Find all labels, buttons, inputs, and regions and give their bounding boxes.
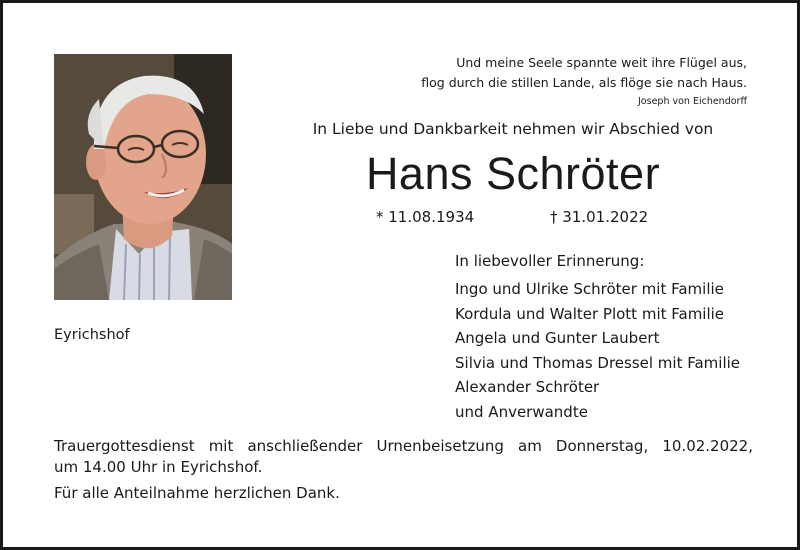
deceased-name: Hans Schröter xyxy=(365,148,661,199)
farewell-intro: In Liebe und Dankbarkeit nehmen wir Abschied von xyxy=(312,120,714,138)
portrait-photo xyxy=(54,54,232,300)
list-item: Kordula und Walter Plott mit Familie xyxy=(455,304,725,323)
birth-date: * 11.08.1934 xyxy=(376,208,475,226)
quote-line-2: flog durch die stillen Lande, als flöge sie nach Haus. xyxy=(421,75,747,90)
list-item: Silvia und Thomas Dressel mit Familie xyxy=(455,353,741,372)
list-item: Ingo und Ulrike Schröter mit Familie xyxy=(455,280,724,298)
poem-quote xyxy=(421,53,747,111)
list-item: Angela und Gunter Laubert xyxy=(455,329,660,347)
list-item: und Anverwandte xyxy=(455,402,588,421)
residence-place: Eyrichshof xyxy=(54,327,130,343)
quote-author: Joseph von Eichendorff xyxy=(638,96,747,107)
service-line-1: Trauergottesdienst mit anschließender Urnenbeisetzung am Donnerstag, 10.02.2022, xyxy=(54,437,753,455)
service-line-2: um 14.00 Uhr in Eyrichshof. xyxy=(54,458,263,476)
memory-title: In liebevoller Erinnerung: xyxy=(455,252,645,270)
list-item: Alexander Schröter xyxy=(455,378,600,396)
death-date: † 31.01.2022 xyxy=(550,208,649,226)
thanks-note: Für alle Anteilnahme herzlichen Dank. xyxy=(54,484,340,502)
quote-line-1: Und meine Seele spannte weit ihre Flügel aus, xyxy=(456,55,747,70)
funeral-service-info xyxy=(54,436,753,478)
mourners-list xyxy=(455,277,740,424)
